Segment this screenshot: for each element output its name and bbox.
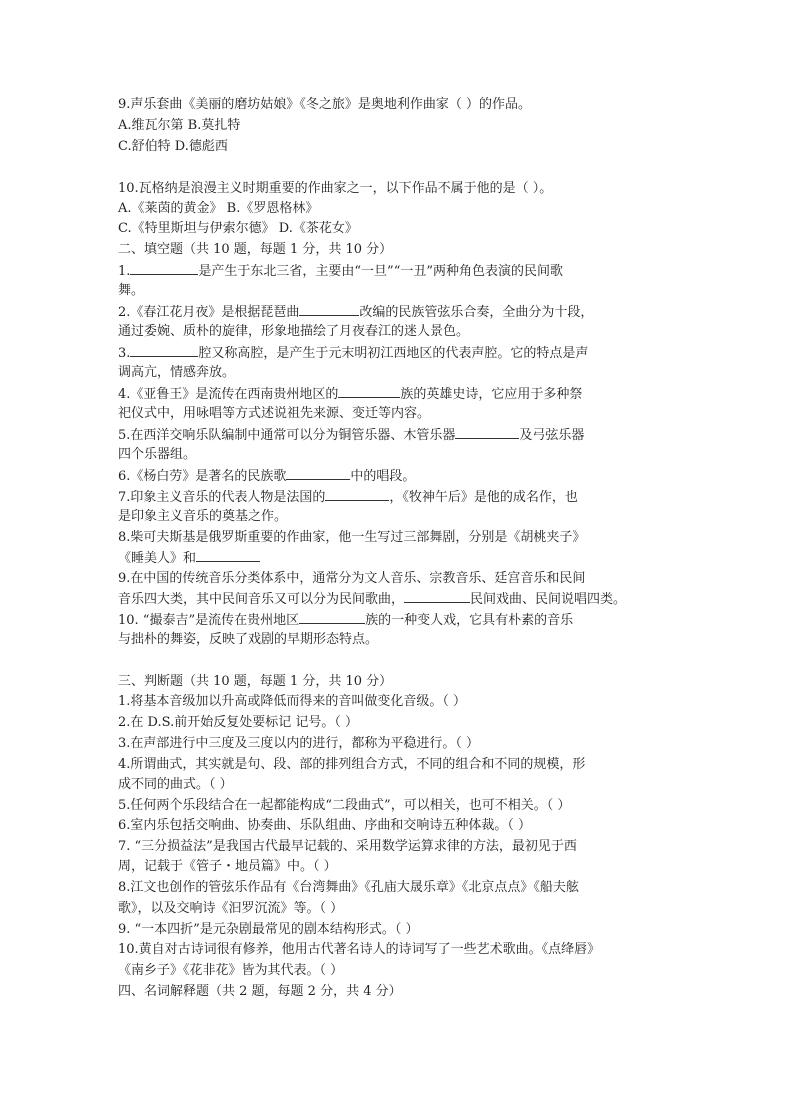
answer-blank[interactable] [299, 610, 365, 624]
fill-q3-line1: 3. 腔又称高腔，是产生于元末明初江西地区的代表声腔。它的特点是声 [118, 343, 588, 362]
choice-q10-options-ab: A.《莱茵的黄金》 B.《罗恩格林》 [118, 201, 319, 216]
fill-q5-line1: 5.在西洋交响乐队编制中通常可以分为铜管乐器、木管乐器 及弓弦乐器 [118, 425, 584, 444]
fill-q9-line2: 音乐四大类，其中民间音乐又可以分为民间歌曲， 民间戏曲、民间说唱四类。 [118, 589, 626, 608]
choice-q9-options-ab: A.维瓦尔第 B.莫扎特 [118, 118, 241, 133]
judge-line: 10.黄自对古诗词很有修养，他用古代著名诗人的诗词写了一些艺术歌曲。《点绛唇》 [118, 942, 601, 957]
terms-section-heading: 四、名词解释题（共 2 题，每题 2 分，共 4 分） [118, 984, 402, 999]
fill-q4-line1: 4.《亚鲁王》是流传在西南贵州地区的 族的英雄史诗，它应用于多种祭 [118, 384, 582, 403]
fill-q5-line2: 四个乐器组。 [118, 447, 197, 462]
judge-line: 7. “三分损益法”是我国古代最早记载的、采用数学运算求律的方法，最初见于西 [118, 839, 577, 854]
judge-line: 8.江文也创作的管弦乐作品有《台湾舞曲》《孔庙大晟乐章》《北京点点》《船夫舷 [118, 880, 579, 895]
answer-blank[interactable] [455, 425, 519, 439]
judge-line: 5.任何两个乐段结合在一起都能构成“二段曲式”，可以相关，也可不相关。（ ） [118, 798, 571, 813]
choice-q10-stem: 10.瓦格纳是浪漫主义时期重要的作曲家之一，以下作品不属于他的是（ ）。 [118, 181, 553, 196]
judge-line: 成不同的曲式。（ ） [118, 777, 233, 792]
fill-q1-line1: 1. 是产生于东北三省，主要由“一旦”“一丑”两种角色表演的民间歌 [118, 261, 563, 280]
fill-q8-line2: 《睡美人》和 [118, 548, 260, 567]
answer-blank[interactable] [196, 548, 260, 562]
judge-line: 2.在 D.S.前开始反复处要标记 记号。（ ） [118, 715, 358, 730]
judge-line: 6.室内乐包括交响曲、协奏曲、乐队组曲、序曲和交响诗五种体裁。（ ） [118, 818, 532, 833]
answer-blank[interactable] [404, 589, 470, 603]
choice-q9-options-cd: C.舒伯特 D.德彪西 [118, 139, 228, 154]
judge-line: 1.将基本音级加以升高或降低而得来的音叫做变化音级。（ ） [118, 694, 467, 709]
fill-q6-line1: 6.《杨白劳》是著名的民族歌 中的唱段。 [118, 466, 415, 485]
fill-q2-line2: 通过委婉、质朴的旋律，形象地描绘了月夜春江的迷人景色。 [118, 324, 470, 339]
fill-q7-line1: 7.印象主义音乐的代表人物是法国的 ，《牧神午后》是他的成名作，也 [118, 487, 578, 506]
fill-section-heading: 二、填空题（共 10 题，每题 1 分，共 10 分） [118, 242, 393, 257]
answer-blank[interactable] [130, 343, 198, 357]
choice-q9-stem: 9.声乐套曲《美丽的磨坊姑娘》《冬之旅》是奥地利作曲家（ ）的作品。 [118, 97, 532, 112]
fill-q9-line1: 9.在中国的传统音乐分类体系中，通常分为文人音乐、宗教音乐、廷宫音乐和民间 [118, 571, 586, 586]
fill-q10-line1: 10. “撮泰吉”是流传在贵州地区 族的一种变人戏，它具有朴素的音乐 [118, 610, 573, 629]
judge-line: 3.在声部进行中三度及三度以内的进行，都称为平稳进行。（ ） [118, 736, 480, 751]
answer-blank[interactable] [130, 261, 198, 275]
fill-q2-line1: 2.《春江花月夜》是根据琵琶曲 改编的民族管弦乐合奏，全曲分为十段， [118, 302, 593, 321]
fill-q10-line2: 与拙朴的舞姿，反映了戏剧的早期形态特点。 [118, 632, 379, 647]
judge-line: 4.所谓曲式，其实就是句、段、部的排列组合方式，不同的组合和不同的规模，形 [118, 757, 586, 772]
judge-line: 《南乡子》《花非花》皆为其代表。（ ） [118, 963, 344, 978]
answer-blank[interactable] [325, 487, 389, 501]
answer-blank[interactable] [286, 466, 350, 480]
fill-q7-line2: 是印象主义音乐的奠基之作。 [118, 509, 288, 524]
answer-blank[interactable] [299, 302, 359, 316]
choice-q10-options-cd: C.《特里斯坦与伊索尔德》 D.《茶花女》 [118, 221, 358, 236]
judge-line: 9. “一本四折”是元杂剧最常见的剧本结构形式。（ ） [118, 922, 419, 937]
answer-blank[interactable] [338, 384, 400, 398]
judge-line: 歌》，以及交响诗《汩罗沉流》等。（ ） [118, 901, 344, 916]
fill-q3-line2: 调高亢，情感奔放。 [118, 365, 236, 380]
judge-section-heading: 三、判断题（共 10 题，每题 1 分，共 10 分） [118, 674, 393, 689]
fill-q1-line2: 舞。 [118, 283, 145, 298]
judge-line: 周，记载于《管子・地员篇》中。（ ） [118, 859, 337, 874]
fill-q8-line1: 8.柴可夫斯基是俄罗斯重要的作曲家，他一生写过三部舞剧，分别是《胡桃夹子》 [118, 530, 586, 545]
fill-q4-line2: 祀仪式中，用咏唱等方式述说祖先来源、变迁等内容。 [118, 406, 431, 421]
